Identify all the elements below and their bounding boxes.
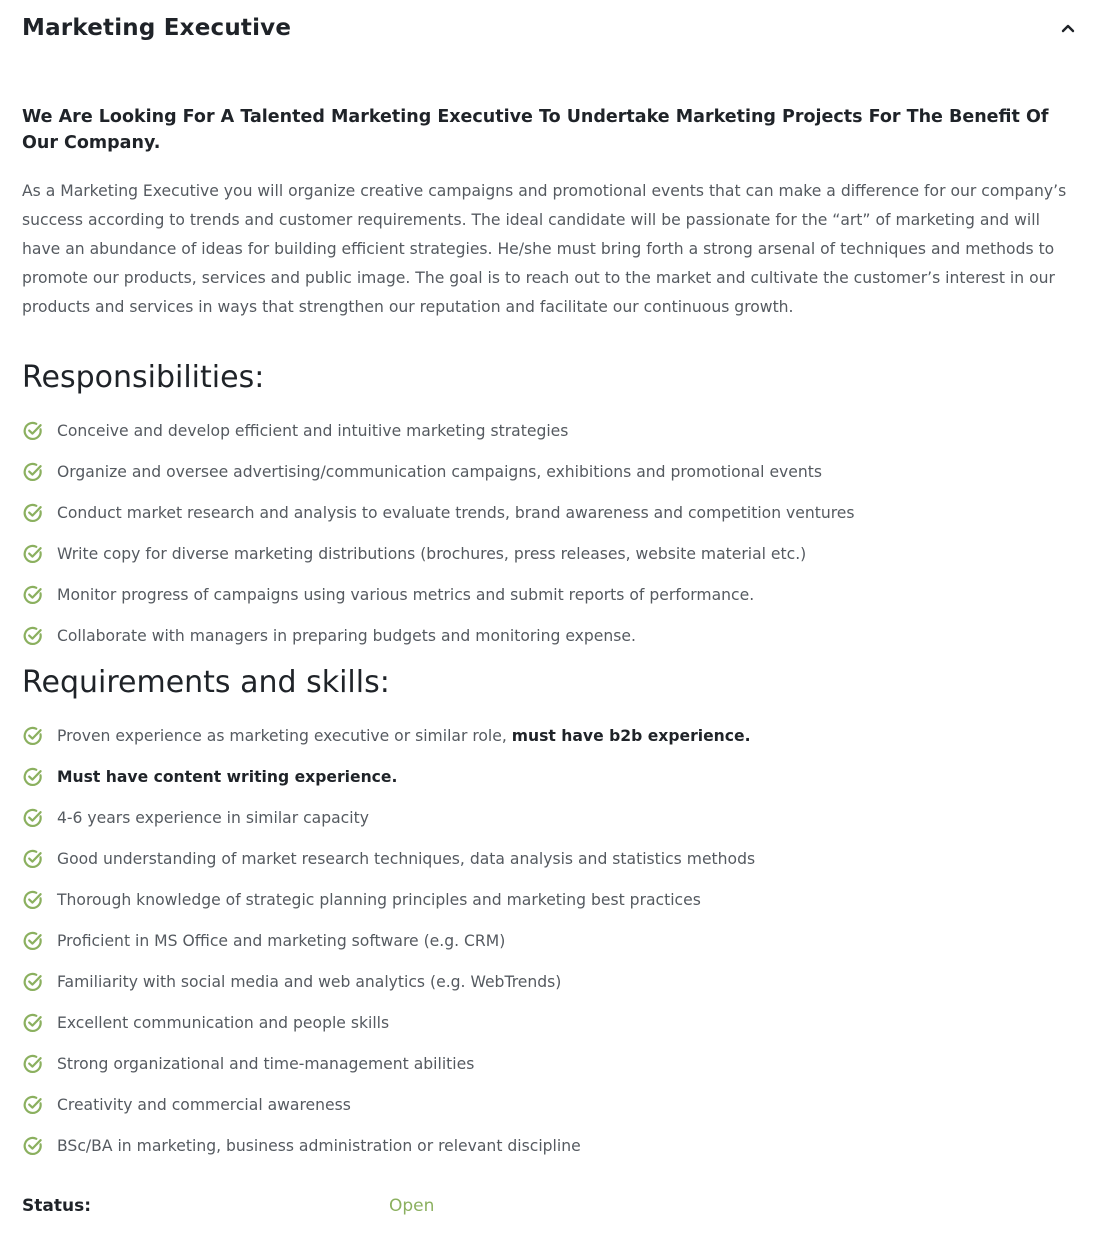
check-circle-icon [22,807,44,829]
list-item-text: Conduct market research and analysis to evaluate trends, brand awareness and competition ventures [57,504,855,522]
requirements-title: Requirements and skills: [22,665,390,700]
list-item [22,1012,755,1053]
list-item-text: Organize and oversee advertising/communication campaigns, exhibitions and promotional events [57,463,822,481]
responsibilities-list [22,420,855,666]
check-circle-icon [22,625,44,647]
list-item [22,807,755,848]
list-item [22,625,855,666]
list-item [22,543,855,584]
check-circle-icon [22,848,44,870]
chevron-up-icon[interactable] [1056,16,1080,40]
list-item-text: Excellent communication and people skills [57,1014,390,1032]
list-item [22,889,755,930]
list-item [22,1094,755,1135]
list-item-text: Creativity and commercial awareness [57,1096,351,1114]
check-circle-icon [22,1012,44,1034]
check-circle-icon [22,889,44,911]
check-circle-icon [22,930,44,952]
check-circle-icon [22,584,44,606]
list-item-text: 4-6 years experience in similar capacity [57,809,369,827]
responsibilities-title: Responsibilities: [22,360,265,395]
intro-heading: We Are Looking For A Talented Marketing Executive To Undertake Marketing Projects For The Benefit Of Our Company. [22,107,1049,153]
status-value: Open [389,1196,435,1216]
list-item-text: Proficient in MS Office and marketing software (e.g. CRM) [57,932,506,950]
status-label: Status: [22,1196,91,1216]
check-circle-icon [22,420,44,442]
list-item-text: Collaborate with managers in preparing budgets and monitoring expense. [57,627,636,645]
accordion-header[interactable] [22,10,1080,46]
list-item-text: Write copy for diverse marketing distributions (brochures, press releases, website material etc.) [57,545,807,563]
check-circle-icon [22,1053,44,1075]
list-item-emphasis: must have b2b experience. [511,727,751,745]
list-item-text: Proven experience as marketing executive or similar role, must have b2b experience. [57,727,751,745]
list-item [22,1135,755,1176]
list-item-text: Good understanding of market research techniques, data analysis and statistics methods [57,850,756,868]
list-item-emphasis: Must have content writing experience. [57,768,398,786]
list-item-text: Monitor progress of campaigns using various metrics and submit reports of performance. [57,586,755,604]
list-item [22,725,755,766]
check-circle-icon [22,766,44,788]
list-item [22,930,755,971]
intro-paragraph: As a Marketing Executive you will organize creative campaigns and promotional events that can make a difference for our company’s success according to trends and customer requirements. The ideal candidate will be passionate for the “art” of marketing and will have an abundance of ideas for building efficient strategies. He/she must bring forth a strong arsenal of techniques and methods to promote our products, services and public image. The goal is to reach out to the market and cultivate the customer’s interest in our products and services in ways that strengthen our reputation and facilitate our continuous growth. [22,182,1067,316]
list-item [22,502,855,543]
check-circle-icon [22,1094,44,1116]
list-item [22,1053,755,1094]
list-item [22,766,755,807]
list-item-text: Thorough knowledge of strategic planning principles and marketing best practices [57,891,701,909]
list-item [22,461,855,502]
check-circle-icon [22,543,44,565]
list-item-text: Familiarity with social media and web analytics (e.g. WebTrends) [57,973,562,991]
check-circle-icon [22,502,44,524]
check-circle-icon [22,725,44,747]
list-item-text: BSc/BA in marketing, business administration or relevant discipline [57,1137,581,1155]
list-item-text: Conceive and develop efficient and intuitive marketing strategies [57,422,569,440]
list-item-text: Strong organizational and time-management abilities [57,1055,475,1073]
check-circle-icon [22,1135,44,1157]
list-item [22,420,855,461]
list-item [22,584,855,625]
list-item [22,848,755,889]
check-circle-icon [22,971,44,993]
list-item [22,971,755,1012]
job-title: Marketing Executive [22,15,292,41]
list-item-text [57,766,397,788]
check-circle-icon [22,461,44,483]
requirements-list [22,725,755,1176]
